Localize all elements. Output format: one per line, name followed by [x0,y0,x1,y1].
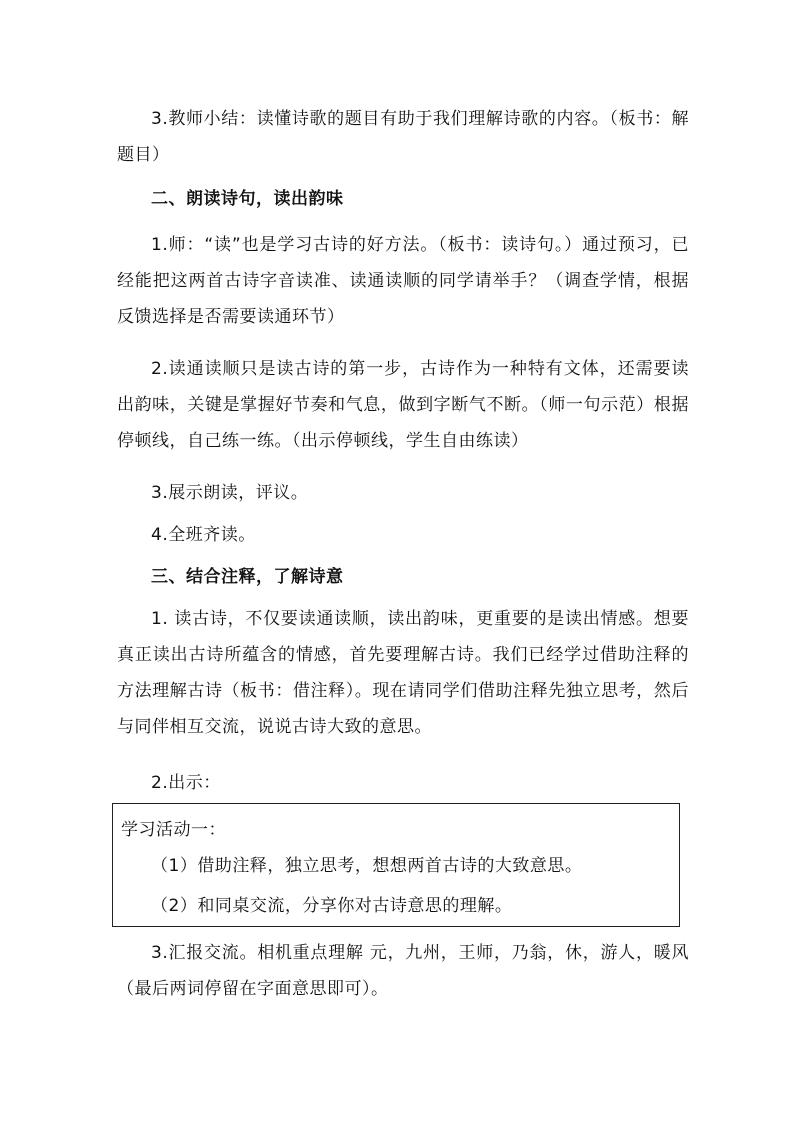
paragraph-teacher-summary: 3.教师小结：读懂诗歌的题目有助于我们理解诗歌的内容。（板书：解题目） [117,109,689,165]
activity-item-1: （1）借助注释，独立思考，想想两首古诗的大致意思。 [151,856,583,876]
paragraph-reading-method: 1.师：“读”也是学习古诗的好方法。（板书：读诗句。）通过预习，已经能把这两首古诗字音读准、读通读顺的同学请举手？（调查学情，根据反馈选择是否需要读通环节） [117,235,689,327]
paragraph-rhythm: 2.读通读顺只是读古诗的第一步，古诗作为一种特有文体，还需要读出韵味，关键是掌握好节奏和气息，做到字断气不断。（师一句示范）根据停顿线，自己练一练。（出示停顿线，学生自由练读） [117,359,689,451]
learning-activity-box [112,803,680,927]
activity-item-2: （2）和同桌交流，分享你对古诗意思的理解。 [151,896,513,916]
section-heading-reading: 二、朗读诗句，读出韵味 [151,189,344,209]
paragraph-annotations: 1. 读古诗，不仅要读通读顺，读出韵味，更重要的是读出情感。想要真正读出古诗所蕴含的情感，首先要理解古诗。我们已经学过借助注释的方法理解古诗（板书：借注释）。现在请同学们借助注释先独立思考，然后与同伴相互交流，说说古诗大致的意思。 [117,609,689,737]
activity-title: 学习活动一： [121,820,226,840]
paragraph-show: 2.出示： [151,773,221,793]
paragraph-report: 3.汇报交流。相机重点理解 元，九州，王师，乃翁，休，游人，暖风（最后两词停留在字面意思即可）。 [117,943,689,999]
paragraph-class-reading: 4.全班齐读。 [151,525,256,545]
section-heading-meaning: 三、结合注释，了解诗意 [151,567,344,587]
paragraph-recital-review: 3.展示朗读，评议。 [151,483,309,503]
